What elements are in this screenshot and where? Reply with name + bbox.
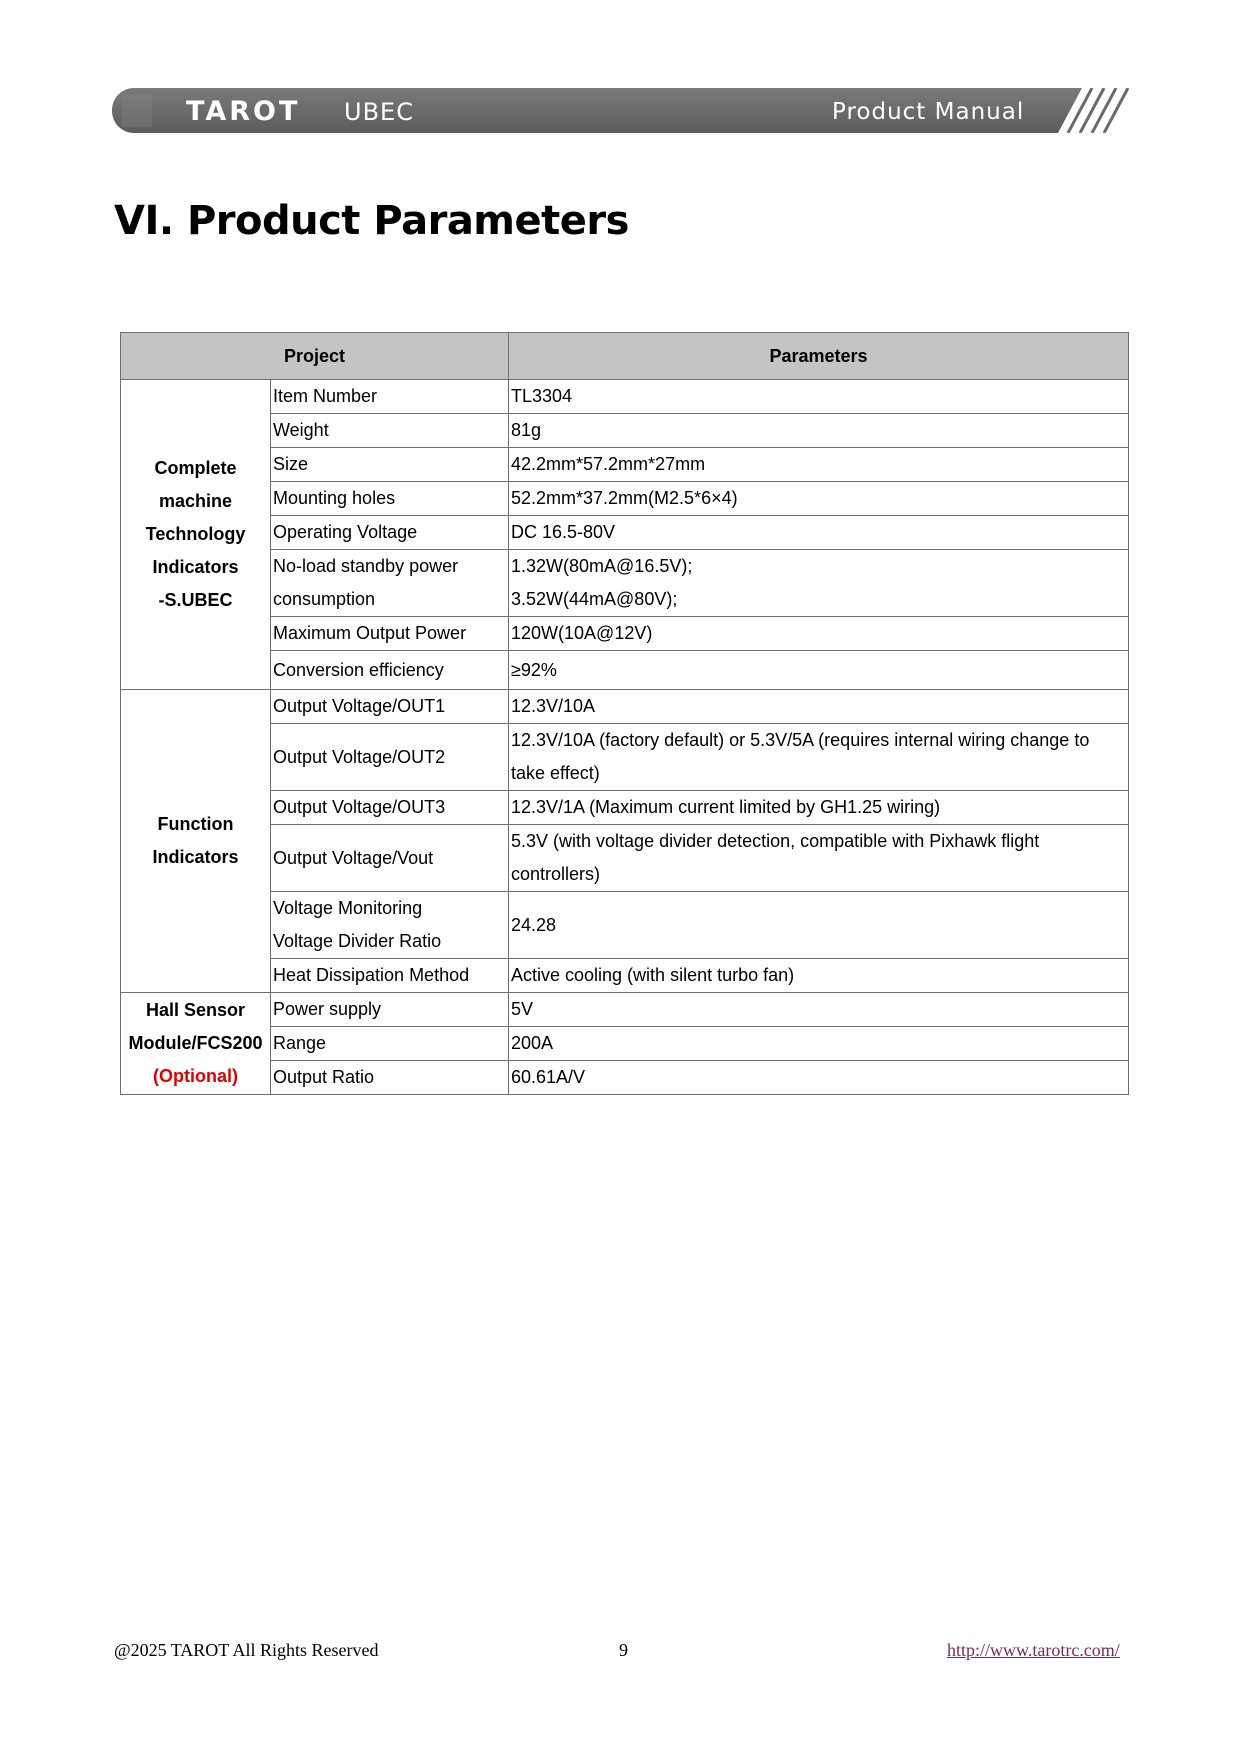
group-label-line: Indicators: [152, 847, 239, 867]
item-cell: Voltage Monitoring Voltage Divider Ratio: [271, 892, 509, 959]
parameters-table: [120, 332, 1129, 1095]
value-cell: DC 16.5-80V: [509, 516, 1129, 550]
value-cell: 200A: [509, 1027, 1129, 1061]
item-cell: Output Voltage/OUT3: [271, 791, 509, 825]
table-row: [121, 448, 1129, 482]
item-cell: Maximum Output Power: [271, 617, 509, 651]
value-cell: 5.3V (with voltage divider detection, compatible with Pixhawk flight controllers): [509, 825, 1129, 892]
table-header-row: [121, 333, 1129, 380]
group-label-line: Module/FCS200: [128, 1033, 263, 1053]
table-row: [121, 825, 1129, 892]
table-row: [121, 959, 1129, 993]
header-banner: [112, 88, 1140, 133]
group-label-line: Complete: [154, 458, 237, 478]
table-row: [121, 690, 1129, 724]
value-cell: 12.3V/1A (Maximum current limited by GH1.25 wiring): [509, 791, 1129, 825]
table-row: [121, 550, 1129, 617]
value-cell: 12.3V/10A (factory default) or 5.3V/5A (requires internal wiring change to take effect): [509, 724, 1129, 791]
item-cell: Power supply: [271, 993, 509, 1027]
item-cell: Heat Dissipation Method: [271, 959, 509, 993]
footer-copyright: @2025 TAROT All Rights Reserved: [114, 1640, 379, 1660]
table-row: [121, 414, 1129, 448]
table-row: [121, 516, 1129, 550]
table-row: [121, 993, 1129, 1027]
page-title: VI. Product Parameters: [114, 198, 629, 244]
table-row: [121, 1027, 1129, 1061]
group-label-line: Function: [157, 814, 234, 834]
item-cell: Operating Voltage: [271, 516, 509, 550]
value-cell: 24.28: [509, 892, 1129, 959]
group-label: [121, 380, 271, 690]
item-cell: Size: [271, 448, 509, 482]
website-link[interactable]: http://www.tarotrc.com/: [947, 1640, 1120, 1660]
group-label-line: Indicators: [152, 557, 239, 577]
value-cell: ≥92%: [509, 651, 1129, 690]
table-row: [121, 1061, 1129, 1095]
value-cell: Active cooling (with silent turbo fan): [509, 959, 1129, 993]
header-parameters: Parameters: [509, 333, 1129, 380]
value-cell: 60.61A/V: [509, 1061, 1129, 1095]
value-cell: 81g: [509, 414, 1129, 448]
item-cell: No-load standby power consumption: [271, 550, 509, 617]
item-cell: Output Voltage/Vout: [271, 825, 509, 892]
group-label-line: Hall Sensor: [145, 1000, 246, 1020]
item-cell: Output Voltage/OUT1: [271, 690, 509, 724]
group-label-line: Technology: [145, 524, 246, 544]
group-label-line: machine: [158, 491, 233, 511]
product-name: UBEC: [344, 98, 414, 126]
table-row: [121, 482, 1129, 516]
group-label: [121, 993, 271, 1095]
item-cell: Output Ratio: [271, 1061, 509, 1095]
value-cell: TL3304: [509, 380, 1129, 414]
manual-title: Product Manual: [832, 99, 1025, 125]
value-cell: 1.32W(80mA@16.5V); 3.52W(44mA@80V);: [509, 550, 1129, 617]
table-row: [121, 724, 1129, 791]
brand-logo-text: TAROT: [186, 96, 301, 127]
table-row: [121, 651, 1129, 690]
table-row: [121, 617, 1129, 651]
table-row: [121, 380, 1129, 414]
value-cell: 12.3V/10A: [509, 690, 1129, 724]
page-number: 9: [619, 1640, 628, 1660]
header-project: Project: [121, 333, 509, 380]
value-cell: 42.2mm*57.2mm*27mm: [509, 448, 1129, 482]
table-row: [121, 892, 1129, 959]
group-label: [121, 690, 271, 993]
value-cell: 5V: [509, 993, 1129, 1027]
group-label-line: -S.UBEC: [158, 590, 233, 610]
item-cell: Range: [271, 1027, 509, 1061]
optional-tag: (Optional): [153, 1066, 238, 1086]
item-cell: Output Voltage/OUT2: [271, 724, 509, 791]
value-cell: 52.2mm*37.2mm(M2.5*6×4): [509, 482, 1129, 516]
item-cell: Weight: [271, 414, 509, 448]
table-row: [121, 791, 1129, 825]
item-cell: Item Number: [271, 380, 509, 414]
value-cell: 120W(10A@12V): [509, 617, 1129, 651]
item-cell: Mounting holes: [271, 482, 509, 516]
item-cell: Conversion efficiency: [271, 651, 509, 690]
